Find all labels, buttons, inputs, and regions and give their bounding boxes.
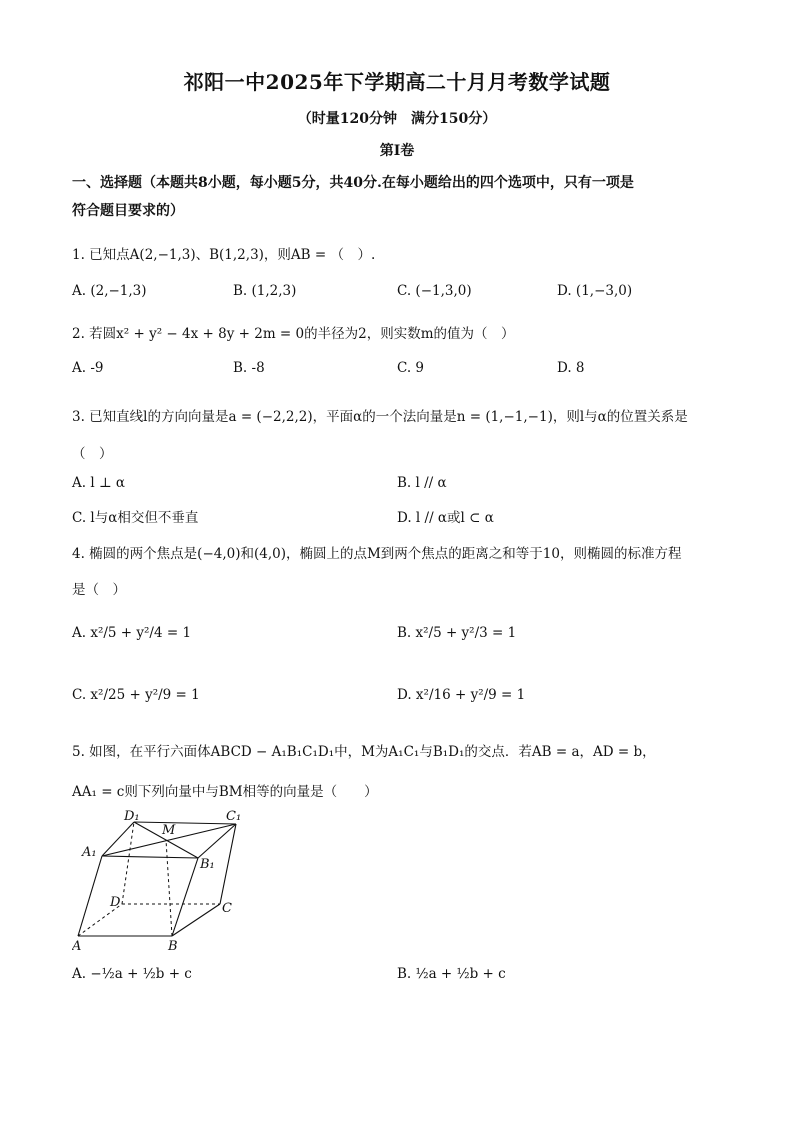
question-1-option-d: D. (1,−3,0) (557, 283, 633, 299)
label-a: A (72, 939, 82, 954)
question-5-option-a: A. −½a + ½b + c (72, 966, 192, 982)
edge-b-b1 (172, 858, 198, 936)
question-1-option-c: C. (−1,3,0) (397, 283, 472, 299)
question-1-option-b: B. (1,2,3) (233, 283, 297, 299)
question-3-option-a: A. l ⊥ α (72, 475, 126, 491)
question-3-option-b: B. l // α (397, 475, 447, 491)
label-d1: D₁ (124, 809, 140, 824)
edge-d1-c1 (134, 822, 236, 824)
question-4-option-c: C. x²/25 + y²/9 = 1 (72, 687, 200, 703)
question-2-option-b: B. -8 (233, 360, 265, 376)
question-3-stem-line1: 3. 已知直线l的方向向量是a = (−2,2,2)，平面α的一个法向量是n = (1,−1,−1)，则l与α的位置关系是 (72, 409, 688, 425)
label-d: D (110, 895, 121, 910)
parallelepiped-figure (72, 808, 262, 962)
edge-b-c (172, 904, 220, 936)
parallelepiped-diagram (72, 808, 262, 958)
question-1-stem: 1. 已知点A(2,−1,3)、B(1,2,3)，则AB = （ ）. (72, 247, 376, 263)
hidden-edge-d-d1 (122, 822, 134, 904)
question-4-option-a: A. x²/5 + y²/4 = 1 (72, 625, 192, 641)
question-3-option-d: D. l // α或l ⊂ α (397, 510, 494, 526)
hidden-segment-b-m (166, 840, 172, 936)
edge-a-a1 (78, 856, 102, 936)
volume-heading: 第I卷 (379, 143, 415, 159)
question-2-option-c: C. 9 (397, 360, 425, 376)
question-4-stem-line2: 是（ ） (72, 582, 126, 598)
question-5-option-b: B. ½a + ½b + c (397, 966, 506, 982)
edge-a1-d1 (102, 822, 134, 856)
exam-title: 祁阳一中2025年下学期高二十月月考数学试题 (183, 70, 611, 94)
label-b1: B₁ (200, 857, 215, 872)
question-1-option-a: A. (2,−1,3) (72, 283, 147, 299)
label-a1: A₁ (82, 845, 97, 860)
question-2-stem: 2. 若圆x² + y² − 4x + 8y + 2m = 0的半径为2，则实数m的值为（ ） (72, 326, 515, 342)
question-4-option-b: B. x²/5 + y²/3 = 1 (397, 625, 517, 641)
label-m: M (162, 823, 176, 838)
question-4-stem-line1: 4. 椭圆的两个焦点是(−4,0)和(4,0)，椭圆上的点M到两个焦点的距离之和等于10，则椭圆的标准方程 (72, 546, 682, 562)
label-b: B (168, 939, 178, 954)
question-5-stem-line2: AA₁ = c则下列向量中与BM相等的向量是（ ） (72, 784, 378, 800)
question-4-option-d: D. x²/16 + y²/9 = 1 (397, 687, 526, 703)
question-3-stem-line2: （ ） (72, 446, 113, 462)
label-c: C (222, 901, 232, 916)
question-2-option-d: D. 8 (557, 360, 585, 376)
question-5-stem-line1: 5. 如图，在平行六面体ABCD − A₁B₁C₁D₁中，M为A₁C₁与B₁D₁的交点．若AB = a，AD = b， (72, 744, 656, 760)
question-2-option-a: A. -9 (72, 360, 104, 376)
section-heading-line2: 符合题目要求的） (72, 203, 184, 219)
edge-a1-b1 (102, 856, 198, 858)
exam-subtitle: （时量120分钟 满分150分） (297, 111, 497, 127)
section-heading-line1: 一、选择题（本题共8小题，每小题5分，共40分.在每小题给出的四个选项中，只有一项是 (72, 175, 634, 191)
question-3-option-c: C. l与α相交但不垂直 (72, 510, 199, 526)
label-c1: C₁ (226, 809, 242, 824)
